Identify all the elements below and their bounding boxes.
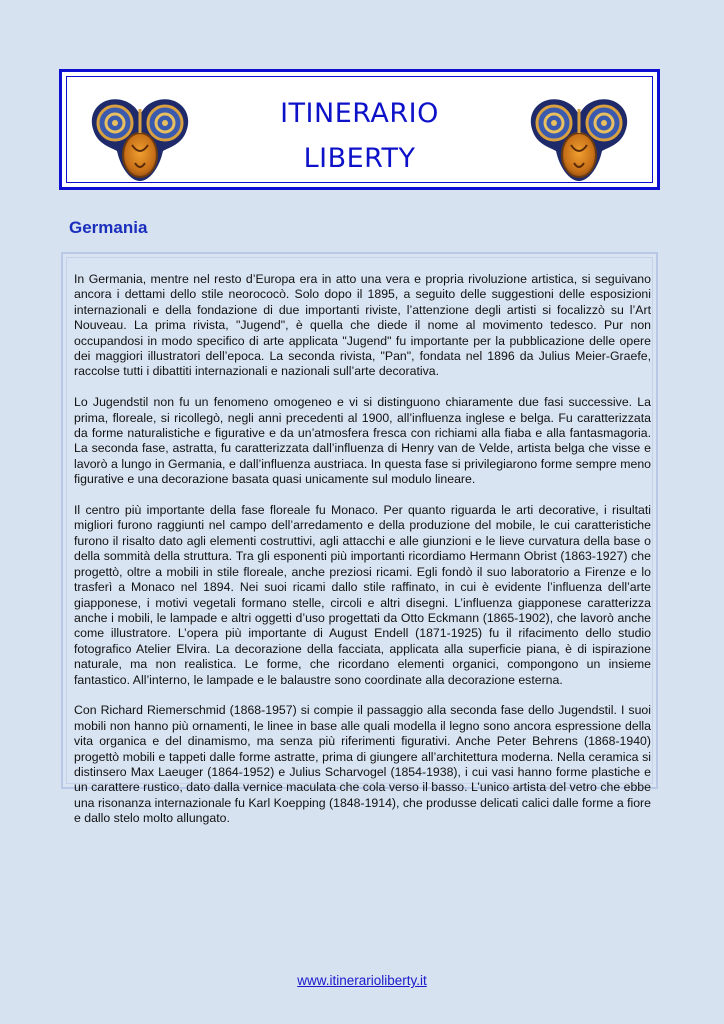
- article-text: [74, 272, 651, 842]
- article-paragraph: Con Richard Riemerschmid (1868-1957) si compie il passaggio alla seconda fase dello Jugendstil. I suoi mobili non hanno più ornamenti, le linee in base alle quali modella il legno sono ancora espressione della vita organica e del dinamismo, ma senza più riferimenti figurativi. Anche Peter Behrens (1868-1940) progettò mobili e tappeti dalle forme astratte, prima di giungere all’architettura moderna. Nella ceramica si distinsero Max Laeuger (1864-1952) e Julius Scharvogel (1854-1938), i cui vasi hanno forme plastiche e un carattere rustico, dato dalla vernice maculata che cola verso il basso. L’unico artista del vetro che ebbe una risonanza internazionale fu Karl Koepping (1848-1914), che produsse delicati calici dalle forme a fiore e dallo stelo molto allungato.: [74, 703, 651, 826]
- website-link[interactable]: www.itinerarioliberty.it: [297, 973, 427, 988]
- site-title-line-2: LIBERTY: [303, 143, 416, 174]
- article-content-box: [61, 252, 658, 826]
- article-paragraph: In Germania, mentre nel resto d’Europa era in atto una vera e propria rivoluzione artistica, si seguivano ancora i dettami dello stile neorococò. Solo dopo il 1895, a seguito delle suggestioni delle esposizioni internazionali e della fondazione di due importanti riviste, l’attenzione degli artisti si focalizzò su l’Art Nouveau. La prima rivista, "Jugend", è quella che diede il nome al movimento tedesco. Pur non occupandosi in modo specifico di arte applicata "Jugend" fu importante per la pubblicazione delle opere dei maggiori illustratori dell’epoca. La seconda rivista, "Pan", fondata nel 1896 da Julius Meier-Graefe, raccolse tutti i dibattiti internazionali e nazionali sull’arte decorativa.: [74, 272, 651, 379]
- article-paragraph: Lo Jugendstil non fu un fenomeno omogeneo e vi si distinguono chiaramente due fasi successive. La prima, floreale, si ricollegò, negli anni precedenti al 1900, all’influenza inglese e belga. Fu caratterizzata da forme naturalistiche e figurative e da un’atmosfera fresca con richiami alla fiaba e alla fantasmagoria. La seconda fase, astratta, fu caratterizzata dall’influenza di Henry van de Velde, artista belga che visse e lavorò a lungo in Germania, e dall’influenza austriaca. In questa fase si privilegiarono forme sempre meno figurative e una decorazione basata quasi unicamente sul modulo lineare.: [74, 395, 651, 487]
- article-content-frame: [66, 257, 653, 826]
- header-inner-frame: [66, 76, 653, 183]
- header-banner: [59, 69, 660, 190]
- footer: [0, 973, 724, 988]
- site-title-line-1: ITINERARIO: [280, 98, 439, 129]
- article-paragraph: Il centro più importante della fase floreale fu Monaco. Per quanto riguarda le arti decorative, i risultati migliori furono raggiunti nel campo dell’arredamento e della produzione del mobile, le cui caratteristiche furono il risalto dato agli elementi costruttivi, agli attacchi e alle giunzioni e le lieve curvatura della base o della sommità della struttura. Tra gli esponenti più importanti ricordiamo Hermann Obrist (1863-1927) che progettò, oltre a mobili in stile floreale, anche preziosi ricami. Egli fondò il suo laboratorio a Firenze e lo trasferì a Monaco nel 1894. Nei suoi ricami dallo stile raffinato, in cui è evidente l’influenza dell’arte giapponese, i motivi vegetali formano stelle, circoli e altri disegni. L’influenza giapponese caratterizza anche i mobili, le lampade e altri oggetti d’uso progettati da Otto Eckmann (1865-1902), che lavorò anche come illustratore. L’opera più importante di August Endell (1871-1925) fu il rifacimento dello studio fotografico Atelier Elvira. La decorazione della facciata, applicata alla superficie piana, è di ispirazione naturale, ma non realistica. Le forme, che ricordano elementi organici, compongono un insieme fantastico. All’interno, le lampade e le balaustre sono coordinate alla decorazione esterna.: [74, 503, 651, 687]
- section-heading: Germania: [69, 218, 148, 237]
